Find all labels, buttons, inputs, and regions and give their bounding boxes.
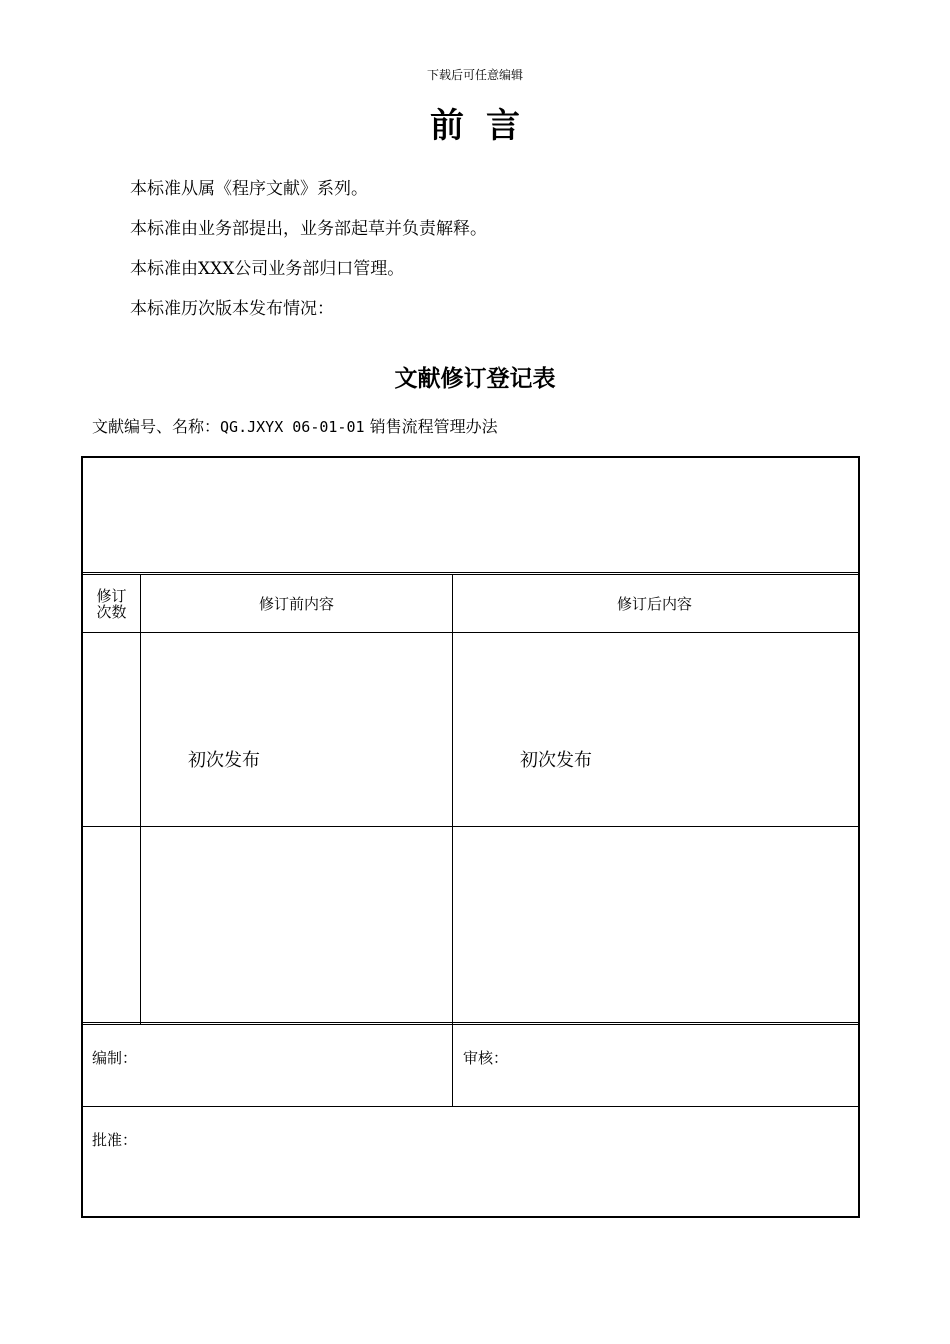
compiled-by-label: 编制： [92,1049,138,1067]
doc-number-code: QG.JXYX 06-01-01 [220,418,365,436]
header-revision-no-line1: 修订 [96,586,127,605]
header-revision-no-line2: 次数 [96,602,127,621]
reviewed-by-label: 审核： [463,1049,509,1067]
row1-before: 初次发布 [188,750,260,771]
row1-after: 初次发布 [520,750,592,771]
approved-by-label: 批准： [92,1131,138,1149]
table-title: 文献修订登记表 [394,366,556,392]
column-divider [452,574,453,1106]
paragraph-management: 本标准由XXX公司业务部归口管理。 [130,259,405,279]
header-note: 下载后可任意编辑 [426,68,523,82]
table-divider [83,1106,858,1107]
page-title: 前言 [430,106,542,146]
table-divider [83,826,858,827]
column-divider [140,574,141,1024]
doc-number-label: 文献编号、名称： [92,417,221,436]
paragraph-history: 本标准历次版本发布情况： [130,299,334,319]
doc-number-name: 销售流程管理办法 [369,417,498,436]
table-divider [83,632,858,633]
table-divider [83,1022,858,1025]
doc-number-line [92,414,498,437]
header-after: 修订后内容 [616,595,692,613]
paragraph-proposer: 本标准由业务部提出，业务部起草并负责解释。 [130,219,487,239]
paragraph-series: 本标准从属《程序文献》系列。 [130,179,368,199]
header-before: 修订前内容 [258,595,334,613]
revision-table [81,456,860,1218]
header-revision-no [83,575,140,632]
